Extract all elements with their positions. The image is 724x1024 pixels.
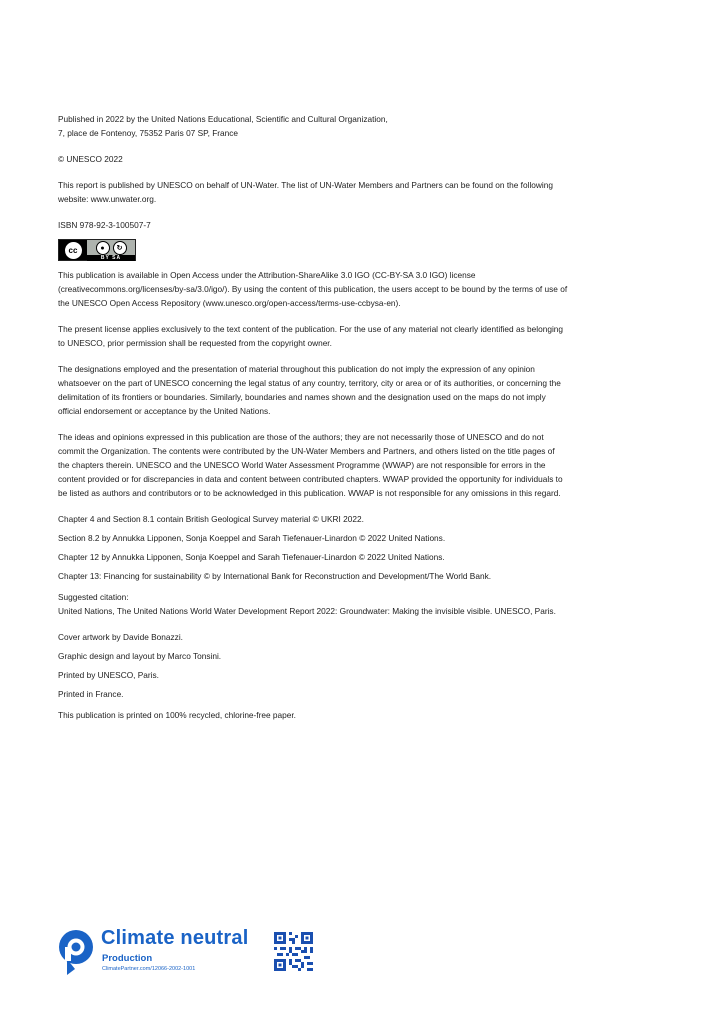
citation-text: United Nations, The United Nations World Water Development Report 2022: Groundwater: Making the invisible visible. UNESCO, Paris. [58, 606, 556, 616]
license-scope: The present license applies exclusively to the text content of the publication. For the use of any material not clearly identified as belonging to UNESCO, prior permission shall be requested from the copyright owner. [58, 324, 564, 348]
publisher-line-1: Published in 2022 by the United Nations Educational, Scientific and Cultural Organization, [58, 114, 388, 124]
citation-label: Suggested citation: [58, 592, 129, 602]
production-item: Printed by UNESCO, Paris. [58, 670, 159, 680]
chapter-credits [58, 512, 568, 583]
publisher-line-2: 7, place de Fontenoy, 75352 Paris 07 SP, France [58, 128, 239, 138]
climate-partner-icon [56, 928, 96, 976]
climate-neutral-title: Climate neutral [101, 927, 249, 949]
open-access-statement: This publication is available in Open Access under the Attribution-ShareAlike 3.0 IGO (CC-BY-SA 3.0 IGO) license (creativecommons.org/licenses/by-sa/3.0/igo/). By using the content of this publication, the users accept to be bound by the terms of use of the UNESCO Open Access Repository (www.unesco.org/open-access/terms-use-ccbysa-en). [58, 270, 568, 308]
qr-code-icon[interactable] [274, 932, 313, 971]
cc-terms-label: BY SA [87, 255, 135, 261]
credit-item: Chapter 4 and Section 8.1 contain British Geological Survey material © UKRI 2022. [58, 514, 364, 524]
production-item: Cover artwork by Davide Bonazzi. [58, 632, 183, 642]
attribution-icon: ● [96, 241, 110, 255]
credit-item: Chapter 12 by Annukka Lipponen, Sonja Koeppel and Sarah Tiefenauer-Linardon © 2022 United Nations. [58, 552, 445, 562]
production-credits [58, 630, 568, 701]
credit-item: Chapter 13: Financing for sustainability © by International Bank for Reconstruction and Development/The World Bank. [58, 571, 492, 581]
credit-item: Section 8.2 by Annukka Lipponen, Sonja Koeppel and Sarah Tiefenauer-Linardon © 2022 United Nations. [58, 533, 446, 543]
behalf-statement: This report is published by UNESCO on behalf of UN-Water. The list of UN-Water Members and Partners can be found on the following website: www.unwater.org. [58, 180, 553, 204]
isbn: ISBN 978-92-3-100507-7 [58, 220, 151, 230]
imprint-page [58, 112, 568, 722]
share-alike-icon: ↻ [113, 241, 127, 255]
cc-logo-icon: cc [59, 240, 87, 260]
climate-partner-url[interactable]: ClimatePartner.com/12066-2002-1001 [102, 966, 196, 972]
copyright: © UNESCO 2022 [58, 154, 123, 164]
cc-by-sa-badge[interactable] [58, 239, 136, 261]
production-item: Graphic design and layout by Marco Tonsini. [58, 651, 222, 661]
paper-statement: This publication is printed on 100% recycled, chlorine-free paper. [58, 710, 296, 720]
climate-neutral-subtitle: Production [102, 953, 153, 964]
opinions-disclaimer: The ideas and opinions expressed in this publication are those of the authors; they are not necessarily those of UNESCO and do not commit the Organization. The contents were contributed by the UN-Water Members and Partners, and others listed on the title pages of the chapters therein. UNESCO and the UNESCO World Water Assessment Programme (WWAP) are not responsible for errors in the content provided or for discrepancies in data and content between contributed chapters. WWAP provided the opportunity for individuals to be listed as authors and contributors or to be acknowledged in this publication. WWAP is not responsible for any omissions in this regard. [58, 432, 563, 498]
production-item: Printed in France. [58, 689, 124, 699]
designations-disclaimer: The designations employed and the presentation of material throughout this publication do not imply the expression of any opinion whatsoever on the part of UNESCO concerning the legal status of any country, territory, city or area or of its authorities, or concerning the delimitation of its frontiers or boundaries. Similarly, boundaries and names shown and the designation used on the maps do not imply official endorsement or acceptance by the United Nations. [58, 364, 561, 416]
